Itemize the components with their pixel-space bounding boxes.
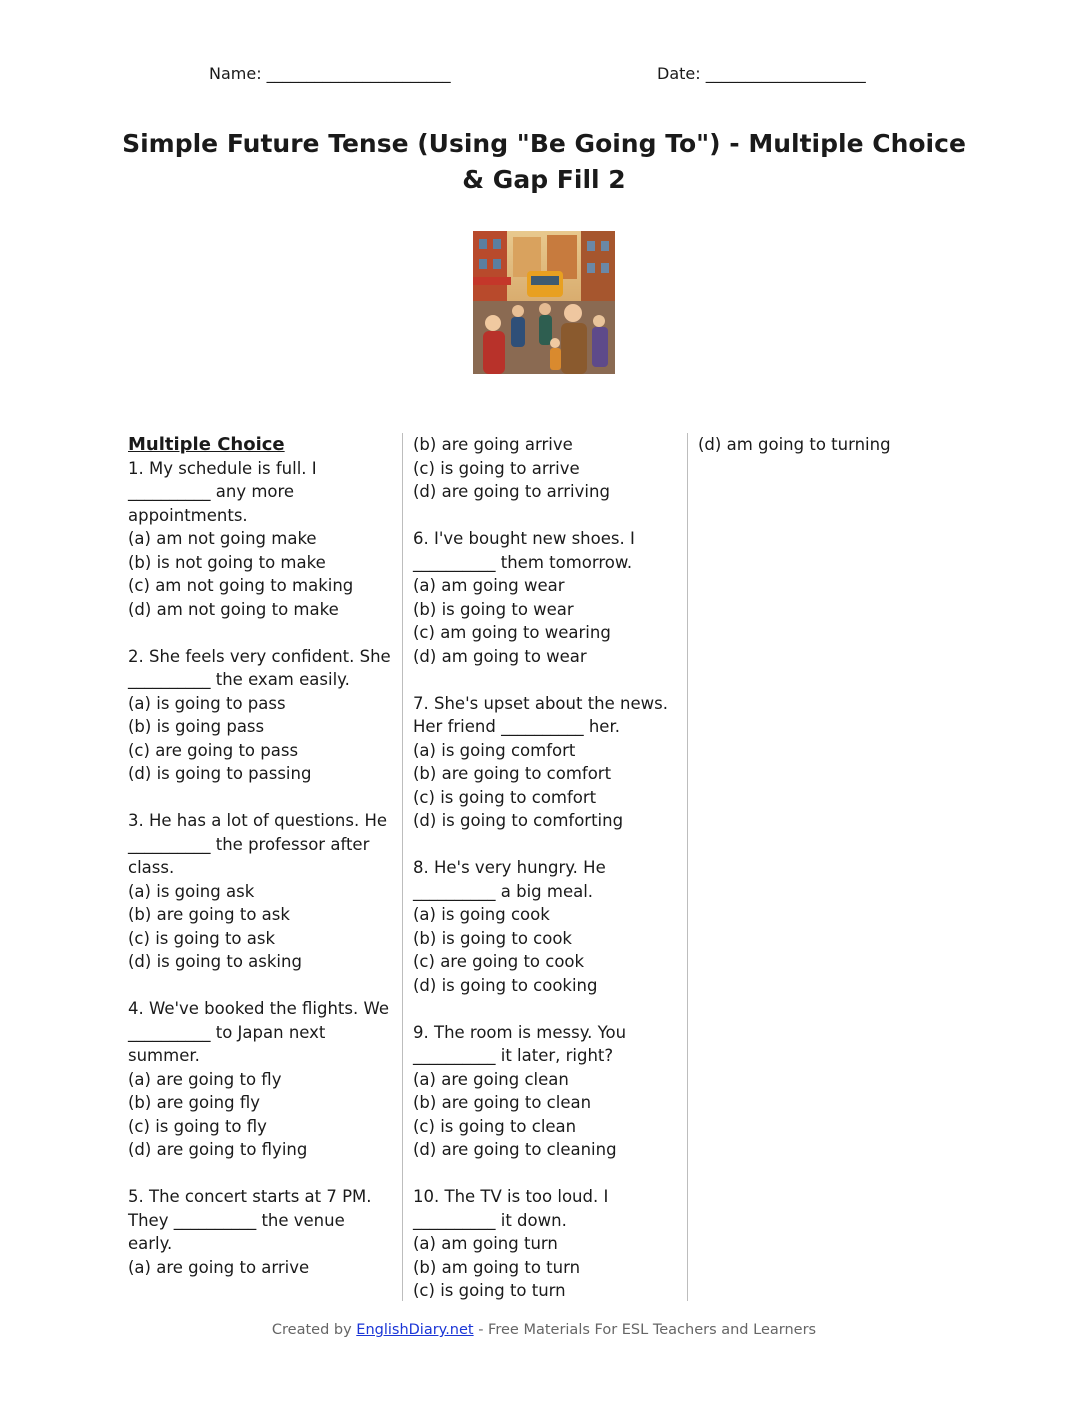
question-text: early. — [128, 1234, 173, 1253]
column-divider — [402, 433, 403, 1301]
question-stem: 6. I've bought new shoes. I — [413, 529, 635, 548]
answer-option: (d) is going to passing — [128, 764, 312, 783]
question-stem: 1. My schedule is full. I — [128, 458, 317, 478]
answer-option: (a) am not going make — [128, 529, 317, 548]
answer-option: (d) are going to cleaning — [413, 1140, 617, 1159]
question-stem: 7. She's upset about the news. — [413, 693, 668, 713]
spacer — [413, 833, 678, 857]
spacer — [413, 997, 678, 1021]
answer-option: (a) is going ask — [128, 881, 255, 901]
answer-option: (b) are going to comfort — [413, 764, 612, 783]
answer-option: (c) are going to pass — [128, 740, 299, 760]
question-text: __________ the exam easily. — [128, 670, 350, 689]
answer-option: (a) are going to arrive — [128, 1257, 310, 1277]
answer-option: (d) am going to wear — [413, 646, 587, 666]
question-stem: 3. He has a lot of questions. He — [128, 811, 388, 830]
question-text: summer. — [128, 1046, 200, 1065]
answer-option: (b) are going arrive — [413, 435, 573, 454]
question-stem: 8. He's very hungry. He — [413, 858, 606, 877]
answer-option: (c) is going to clean — [413, 1116, 577, 1136]
question-stem: 9. The room is messy. You — [413, 1022, 627, 1042]
answer-option: (d) am not going to make — [128, 599, 339, 619]
answer-option: (c) am going to wearing — [413, 623, 611, 642]
answer-option: (c) is going to arrive — [413, 458, 580, 478]
question-column-3 — [698, 433, 963, 457]
answer-option: (d) is going to cooking — [413, 975, 598, 995]
question-stem: 2. She feels very confident. She — [128, 646, 391, 666]
question-text: __________ any more — [128, 482, 295, 501]
column-divider — [687, 433, 688, 1301]
answer-option: (a) is going to pass — [128, 693, 286, 713]
date-field-label: Date: ____________________ — [657, 64, 866, 83]
question-stem: 4. We've booked the flights. We — [128, 999, 389, 1018]
answer-option: (b) am going to turn — [413, 1257, 581, 1277]
spacer — [128, 786, 393, 810]
answer-option: (a) am going wear — [413, 576, 565, 595]
question-text: __________ them tomorrow. — [413, 552, 633, 572]
question-text: appointments. — [128, 505, 248, 525]
answer-option: (c) are going to cook — [413, 952, 585, 971]
question-stem: 10. The TV is too loud. I — [413, 1187, 609, 1206]
answer-option: (b) are going to clean — [413, 1093, 592, 1112]
answer-option: (b) are going to ask — [128, 905, 290, 924]
spacer — [128, 974, 393, 998]
answer-option: (d) am going to turning — [698, 435, 891, 454]
spacer — [413, 1162, 678, 1186]
footer-suffix: - Free Materials For ESL Teachers and Learners — [473, 1322, 817, 1338]
answer-option: (c) is going to ask — [128, 928, 276, 948]
spacer — [128, 621, 393, 645]
question-text: class. — [128, 858, 175, 877]
question-text: __________ it down. — [413, 1210, 567, 1230]
question-column-2 — [413, 433, 678, 1303]
question-text: __________ to Japan next — [128, 1022, 326, 1042]
answer-option: (c) is going to comfort — [413, 787, 597, 807]
name-field-label: Name: _______________________ — [209, 64, 451, 83]
answer-option: (d) are going to flying — [128, 1140, 308, 1159]
answer-option: (d) are going to arriving — [413, 482, 610, 501]
answer-option: (c) is going to fly — [128, 1116, 267, 1136]
spacer — [413, 668, 678, 692]
answer-option: (b) is going to wear — [413, 599, 574, 619]
spacer — [413, 504, 678, 528]
answer-option: (c) is going to turn — [413, 1281, 566, 1300]
question-text: __________ a big meal. — [413, 881, 594, 901]
answer-option: (b) is going pass — [128, 717, 265, 736]
answer-option: (a) am going turn — [413, 1234, 558, 1253]
answer-option: (d) is going to asking — [128, 952, 302, 971]
spacer — [128, 1162, 393, 1186]
answer-option: (b) is going to cook — [413, 928, 572, 948]
street-scene-illustration — [473, 231, 615, 374]
worksheet-title: Simple Future Tense (Using "Be Going To") - Multiple Choice & Gap Fill 2 — [122, 129, 966, 194]
question-column-1 — [128, 433, 393, 1279]
question-text: They __________ the venue — [128, 1210, 345, 1230]
footer-credit — [0, 1322, 1088, 1338]
answer-option: (c) am not going to making — [128, 576, 354, 595]
question-text: Her friend __________ her. — [413, 717, 620, 736]
englishdiary-link[interactable]: EnglishDiary.net — [356, 1322, 474, 1338]
answer-option: (a) are going to fly — [128, 1069, 282, 1089]
answer-option: (d) is going to comforting — [413, 811, 624, 830]
answer-option: (b) is not going to make — [128, 552, 326, 572]
footer-prefix: Created by — [271, 1322, 357, 1338]
question-text: __________ the professor after — [128, 834, 370, 854]
answer-option: (a) is going cook — [413, 905, 550, 924]
question-stem: 5. The concert starts at 7 PM. — [128, 1187, 372, 1206]
answer-option: (a) are going clean — [413, 1069, 569, 1089]
section-title: Multiple Choice — [128, 434, 285, 455]
question-text: __________ it later, right? — [413, 1046, 614, 1065]
answer-option: (a) is going comfort — [413, 740, 576, 760]
answer-option: (b) are going fly — [128, 1093, 261, 1112]
